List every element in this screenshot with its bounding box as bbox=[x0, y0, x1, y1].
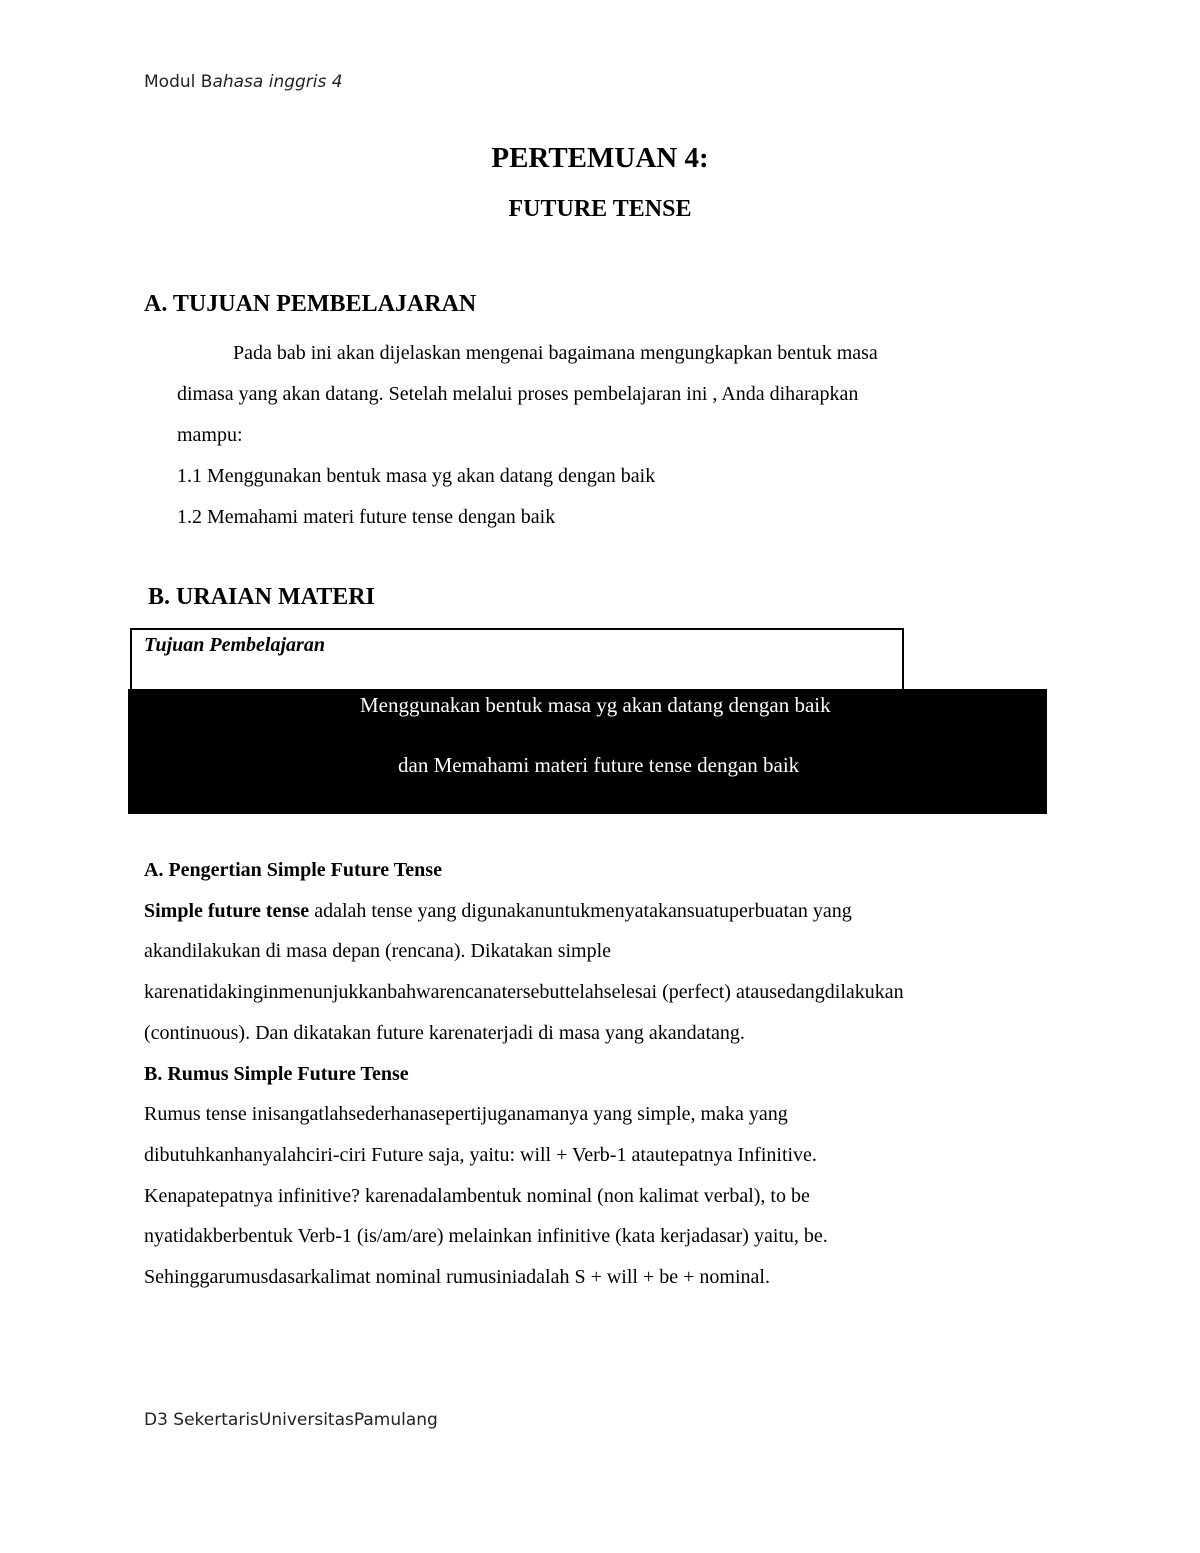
page-subtitle: FUTURE TENSE bbox=[508, 196, 692, 222]
header-text-normal: Modul B bbox=[144, 72, 213, 92]
page-header bbox=[144, 72, 343, 92]
objective-item-1: 1.1 Menggunakan bentuk masa yg akan datang dengan baik bbox=[177, 465, 656, 487]
subsection-a-line-4: (continuous). Dan dikatakan future karenaterjadi di masa yang akandatang. bbox=[144, 1021, 745, 1044]
section-b-heading: B. URAIAN MATERI bbox=[148, 584, 375, 610]
subsection-b-line-4: nyatidakberbentuk Verb-1 (is/am/are) melainkan infinitive (kata kerjadasar) yaitu, be. bbox=[144, 1225, 828, 1248]
subsection-b-line-3: Kenapatepatnya infinitive? karenadalambentuk nominal (non kalimat verbal), to be bbox=[144, 1184, 810, 1207]
section-a-heading: A. TUJUAN PEMBELAJARAN bbox=[144, 291, 477, 317]
intro-line-1: Pada bab ini akan dijelaskan mengenai bagaimana mengungkapkan bentuk masa bbox=[233, 342, 878, 364]
objective-item-2: 1.2 Memahami materi future tense dengan baik bbox=[177, 506, 556, 528]
section-a-intro bbox=[177, 333, 1007, 538]
page-title: PERTEMUAN 4: bbox=[491, 142, 709, 174]
content-body bbox=[144, 850, 1044, 1298]
objective-box bbox=[130, 628, 904, 690]
subsection-b-line-5: Sehinggarumusdasarkalimat nominal rumusiniadalah S + will + be + nominal. bbox=[144, 1266, 770, 1289]
header-text-italic: ahasa inggris 4 bbox=[212, 72, 343, 92]
subsection-b-heading: B. Rumus Simple Future Tense bbox=[144, 1062, 409, 1085]
subsection-b-line-2: dibutuhkanhanyalahciri-ciri Future saja, yaitu: will + Verb-1 atautepatnya Infinitive. bbox=[144, 1143, 817, 1166]
objective-banner bbox=[128, 689, 1047, 814]
subsection-a-line-1-rest: adalah tense yang digunakanuntukmenyatakansuatuperbuatan yang bbox=[309, 899, 852, 922]
intro-line-2: dimasa yang akan datang. Setelah melalui proses pembelajaran ini , Anda diharapkan bbox=[177, 383, 859, 405]
page-footer: D3 SekertarisUniversitasPamulang bbox=[144, 1410, 438, 1430]
intro-line-3: mampu: bbox=[177, 424, 243, 446]
term-simple-future: Simple future tense bbox=[144, 899, 310, 922]
subsection-a-heading: A. Pengertian Simple Future Tense bbox=[144, 859, 442, 881]
banner-line-1: Menggunakan bentuk masa yg akan datang dengan baik bbox=[360, 693, 831, 717]
subsection-a-line-1 bbox=[144, 891, 1044, 932]
objective-box-title: Tujuan Pembelajaran bbox=[144, 634, 325, 656]
banner-line-2: dan Memahami materi future tense dengan baik bbox=[398, 753, 800, 777]
subsection-a-line-3: karenatidakinginmenunjukkanbahwarencanatersebuttelahselesai (perfect) atausedangdilakukan bbox=[144, 981, 904, 1004]
subsection-b-line-1: Rumus tense inisangatlahsederhanasepertijuganamanya yang simple, maka yang bbox=[144, 1103, 788, 1126]
subsection-a-line-2: akandilakukan di masa depan (rencana). Dikatakan simple bbox=[144, 940, 612, 963]
